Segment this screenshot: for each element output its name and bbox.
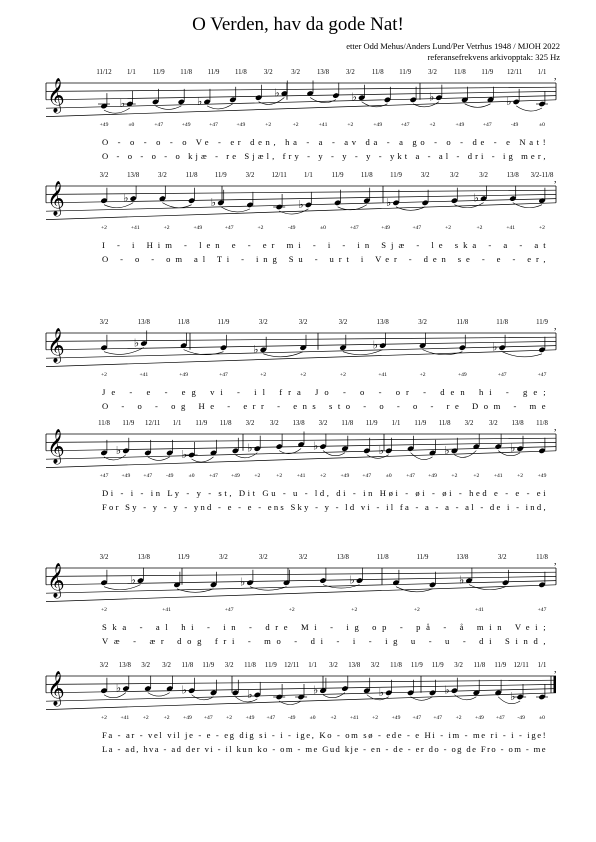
interval-ratio: 13/8: [348, 662, 361, 669]
interval-ratio: 11/8: [473, 662, 486, 669]
interval-ratio: 3/2: [99, 172, 109, 179]
flat-icon: ♭: [378, 685, 384, 699]
interval-ratio: 11/8: [181, 662, 194, 669]
cent-deviation: -49: [165, 472, 174, 479]
cent-deviation: +2: [163, 714, 170, 721]
lyrics-verse-2: O - o - og He - err - ens sto - o - o - re Dom - me: [102, 400, 546, 411]
lyrics-verse-1: O - o - o - o Ve - er den, ha - a - av da - a go - o - de - e Nat!: [102, 136, 547, 147]
cent-deviation: +47: [224, 224, 234, 231]
cent-deviation: +2: [276, 472, 283, 479]
interval-ratio: 11/9: [536, 319, 548, 326]
interval-ratio: 3/2: [428, 69, 437, 76]
cent-deviation: +49: [340, 472, 350, 479]
cent-deviation: +49: [373, 121, 383, 128]
interval-ratio: 3/2: [338, 319, 348, 326]
interval-ratio: 3/2: [298, 554, 308, 561]
cent-deviation: ±0: [385, 472, 392, 479]
cent-deviation: +2: [101, 606, 107, 613]
cent-deviation: +49: [537, 472, 547, 479]
cent-deviation: +2: [351, 606, 358, 613]
interval-ratio: 11/9: [410, 662, 423, 669]
lyrics-verse-1: Fa - ar - vel vil je - e - eg dig si - i - ige, Ko - om sø - ede - e Hi - im - me ri - i - ige!: [102, 729, 546, 740]
interval-ratio: 13/8: [316, 69, 330, 76]
cent-deviation: +47: [99, 472, 109, 479]
interval-ratio: 3/2: [479, 172, 488, 179]
cent-deviation: +47: [224, 606, 234, 613]
breath-mark-icon: ,: [554, 664, 557, 675]
flat-icon: ♭: [123, 191, 129, 205]
cent-deviation: +49: [391, 714, 401, 721]
slur: [104, 203, 133, 208]
interval-ratio: 3/2: [141, 662, 151, 669]
cent-deviation: +49: [245, 714, 255, 721]
interval-ratio: 3/2: [158, 172, 167, 179]
interval-ratio: 13/8: [376, 319, 389, 326]
interval-ratio: 11/8: [438, 420, 451, 427]
interval-ratio: 11/9: [195, 420, 208, 427]
slur: [502, 352, 542, 357]
interval-ratio: 11/9: [214, 172, 227, 179]
cent-deviation: +41: [130, 224, 140, 231]
interval-ratio: 1/1: [308, 662, 317, 669]
lyrics-verse-1: Di - i - in Ly - y - st, Dit Gu - u - ld, di - in Høi - øi - øi - hed e - e - ei: [102, 487, 546, 498]
interval-ratio: 13/8: [511, 420, 524, 427]
cent-deviation: +2: [455, 714, 462, 721]
slur: [104, 108, 130, 113]
interval-ratio: 3/2: [464, 420, 474, 427]
interval-ratio: 11/9: [494, 662, 507, 669]
cent-deviation: +2: [539, 224, 545, 231]
breath-mark-icon: ,: [554, 71, 557, 82]
cent-deviation: +41: [506, 224, 516, 231]
interval-ratio: 11/8: [219, 420, 232, 427]
interval-ratio: 11/8: [390, 662, 402, 669]
interval-ratio: 3/2: [420, 172, 430, 179]
interval-ratio: 3/2: [245, 420, 255, 427]
cent-deviation: +47: [143, 472, 153, 479]
cent-deviation: +47: [495, 714, 505, 721]
interval-ratio: 3/2: [318, 420, 328, 427]
cent-deviation: +49: [193, 224, 203, 231]
interval-ratio: 3/2: [454, 662, 463, 669]
interval-ratio: 1/1: [537, 69, 547, 76]
flat-icon: ♭: [181, 683, 187, 697]
interval-ratio: 13/8: [137, 554, 150, 561]
cent-deviation: +47: [433, 714, 443, 721]
flat-icon: ♭: [115, 443, 122, 457]
interval-ratio: 11/8: [98, 420, 110, 427]
interval-ratio: 3/2: [298, 319, 308, 326]
interval-ratio: 13/8: [456, 554, 469, 561]
cent-deviation: +47: [349, 224, 359, 231]
interval-ratio: 11/8: [371, 69, 384, 76]
flat-icon: ♭: [247, 687, 253, 701]
interval-ratio: 3/2: [370, 662, 380, 669]
interval-ratio: 11/9: [365, 420, 378, 427]
interval-ratio: 3/2: [224, 662, 234, 669]
cent-deviation: +41: [139, 371, 149, 378]
staff-line: [46, 451, 556, 468]
flat-icon: ♭: [378, 443, 384, 457]
treble-clef-icon: 𝄞: [47, 327, 65, 363]
treble-clef-icon: 𝄞: [47, 180, 65, 216]
flat-icon: ♭: [130, 573, 136, 587]
flat-icon: ♭: [473, 191, 479, 205]
interval-ratio: 3/2: [245, 172, 255, 179]
cent-deviation: +2: [101, 371, 107, 378]
cent-deviation: +2: [288, 606, 295, 613]
cent-deviation: +41: [120, 714, 130, 721]
page-title: O Verden, hav da gode Nat!: [192, 14, 404, 35]
interval-ratio: 11/8: [180, 69, 193, 76]
lyrics-verse-1: Ska - al hi - in - dre Mi - ig op - på - å min Vei;: [102, 621, 546, 632]
interval-ratio: 12/11: [145, 420, 161, 427]
interval-ratio: 11/8: [177, 319, 190, 326]
flat-icon: ♭: [386, 195, 392, 209]
cent-deviation: +2: [101, 224, 107, 231]
flat-icon: ♭: [115, 681, 122, 695]
lyrics-verse-1: I - i Him - len e - er mi - i - in Sjæ - le ska - a - at: [102, 239, 546, 250]
cent-deviation: +2: [451, 472, 458, 479]
staff-line: [46, 585, 556, 602]
cent-deviation: +41: [349, 714, 359, 721]
cent-deviation: +47: [482, 121, 492, 128]
lyrics-verse-2: Væ - ær dog fri - mo - di - i - ig u - u - di Sind,: [102, 635, 546, 646]
flat-icon: ♭: [274, 86, 280, 100]
interval-ratio: 3/2: [162, 662, 171, 669]
slur: [148, 457, 170, 461]
staff-line: [46, 87, 556, 91]
flat-icon: ♭: [349, 573, 355, 587]
cent-deviation: +49: [455, 121, 465, 128]
cent-deviation: +2: [300, 371, 307, 378]
flat-icon: ♭: [197, 94, 203, 108]
interval-ratio: 3/2: [99, 554, 109, 561]
cent-deviation: +49: [381, 224, 390, 231]
cent-deviation: +49: [99, 121, 109, 128]
final-bar-thick: [554, 676, 557, 693]
flat-icon: ♭: [510, 441, 516, 455]
interval-ratio: 12/11: [284, 662, 300, 669]
cent-deviation: +49: [236, 121, 246, 128]
cent-deviation: +47: [266, 714, 276, 721]
flat-icon: ♭: [506, 94, 512, 108]
interval-ratio: 11/8: [536, 554, 548, 561]
interval-ratio: 11/9: [177, 554, 190, 561]
slur: [207, 104, 233, 109]
cent-deviation: +2: [292, 121, 299, 128]
cent-deviation: +2: [429, 121, 436, 128]
cent-deviation: ±0: [539, 714, 545, 721]
interval-ratio: 11/9: [390, 172, 402, 179]
cent-deviation: +49: [457, 371, 467, 378]
cent-deviation: +49: [179, 371, 189, 378]
interval-ratio: 11/9: [217, 319, 230, 326]
cent-deviation: -49: [510, 121, 519, 128]
cent-deviation: +2: [347, 121, 354, 128]
interval-ratio: 13/8: [118, 662, 131, 669]
cent-deviation: +47: [203, 714, 213, 721]
interval-ratio: 11/8: [536, 420, 548, 427]
cent-deviation: +47: [362, 472, 372, 479]
interval-ratio: 3/2-11/8: [530, 172, 554, 179]
slur: [454, 203, 483, 208]
interval-ratio: 11/8: [341, 420, 354, 427]
breath-mark-icon: ,: [554, 422, 557, 433]
lyrics-verse-2: O - o - o - o kjæ - re Sjæl, fry - y - y - y - ykt a - al - dri - ig mer,: [102, 150, 546, 161]
slur: [323, 451, 345, 456]
cent-deviation: +2: [163, 224, 170, 231]
cent-deviation: +49: [183, 714, 192, 721]
interval-ratio: 11/9: [416, 554, 429, 561]
interval-ratio: 13/8: [336, 554, 349, 561]
interval-ratio: 3/2: [263, 69, 273, 76]
cent-deviation: +47: [209, 472, 218, 479]
cent-deviation: +47: [412, 714, 422, 721]
interval-ratio: 3/2: [329, 662, 338, 669]
cent-deviation: +49: [231, 472, 240, 479]
interval-ratio: 11/9: [399, 69, 412, 76]
interval-ratio: 1/1: [127, 69, 136, 76]
staff-line: [46, 576, 556, 584]
credit-composers: etter Odd Mehus/Anders Lund/Per Vetrhus 1948 / MJOH 2022: [346, 41, 560, 51]
flat-icon: ♭: [240, 575, 246, 589]
interval-ratio: 13/8: [127, 172, 140, 179]
interval-ratio: 3/2: [258, 319, 268, 326]
interval-ratio: 11/8: [453, 69, 466, 76]
cent-deviation: ±0: [309, 714, 316, 721]
cent-deviation: +49: [475, 714, 484, 721]
cent-deviation: ±0: [320, 224, 326, 231]
interval-ratio: 11/9: [264, 662, 277, 669]
interval-ratio: 11/9: [414, 420, 427, 427]
interval-ratio: 13/8: [292, 420, 305, 427]
lyrics-verse-2: For Sy - y - y - ynd - e - e - ens Sky - y - ld vi - il fa - a - a - al - de i - ind,: [102, 501, 546, 512]
cent-deviation: +2: [101, 714, 107, 721]
interval-ratio: 1/1: [391, 420, 401, 427]
cent-deviation: +2: [257, 224, 264, 231]
interval-ratio: 1/1: [304, 172, 313, 179]
cent-deviation: +2: [142, 714, 149, 721]
cent-deviation: +47: [209, 121, 218, 128]
interval-ratio: 3/2: [346, 69, 355, 76]
cent-deviation: +2: [330, 714, 337, 721]
staff-line: [46, 581, 556, 594]
cent-deviation: +2: [372, 714, 379, 721]
cent-deviation: +41: [378, 371, 388, 378]
cent-deviation: +47: [537, 371, 547, 378]
cent-deviation: ±0: [539, 121, 545, 128]
cent-deviation: +49: [428, 472, 437, 479]
breath-mark-icon: ,: [554, 321, 557, 332]
interval-ratio: 3/2: [497, 554, 507, 561]
flat-icon: ♭: [459, 573, 465, 587]
interval-ratio: 3/2: [99, 662, 109, 669]
cent-deviation: -49: [287, 224, 296, 231]
flat-icon: ♭: [298, 197, 304, 211]
flat-icon: ♭: [253, 342, 259, 356]
flat-icon: ♭: [133, 336, 140, 350]
cent-deviation: +2: [419, 371, 426, 378]
cent-deviation: +47: [406, 472, 415, 479]
interval-ratio: 3/2: [99, 319, 109, 326]
breath-mark-icon: ,: [554, 174, 557, 185]
slur: [516, 106, 542, 111]
cent-deviation: -49: [517, 714, 525, 721]
interval-ratio: 3/2: [418, 319, 427, 326]
cent-deviation: +41: [475, 606, 484, 613]
treble-clef-icon: 𝄞: [47, 670, 65, 706]
treble-clef-icon: 𝄞: [47, 428, 65, 464]
lyrics-verse-2: O - o - om al Ti - ing Su - urt i Ver - den se - e - er,: [102, 253, 546, 264]
flat-icon: ♭: [119, 97, 125, 110]
breath-mark-icon: ,: [554, 556, 557, 567]
interval-ratio: 11/8: [376, 554, 389, 561]
interval-ratio: 11/9: [122, 420, 135, 427]
flat-icon: ♭: [492, 340, 498, 354]
cent-deviation: +2: [445, 224, 452, 231]
cent-deviation: +41: [493, 472, 503, 479]
flat-icon: ♭: [444, 443, 450, 457]
slur: [465, 104, 491, 108]
interval-ratio: 3/2: [450, 172, 459, 179]
flat-icon: ♭: [210, 195, 217, 209]
interval-ratio: 3/2: [258, 554, 268, 561]
cent-deviation: +47: [537, 606, 547, 613]
interval-ratio: 11/8: [456, 319, 469, 326]
cent-deviation: +47: [219, 371, 228, 378]
slur: [221, 207, 250, 212]
interval-ratio: 11/9: [481, 69, 494, 76]
lyrics-verse-1: Je - e - eg vi - il fra Jo - o - or - den hi - ge;: [102, 386, 546, 397]
flat-icon: ♭: [247, 441, 253, 455]
flat-icon: ♭: [313, 439, 319, 453]
interval-ratio: 13/8: [137, 319, 150, 326]
interval-ratio: 3/2: [219, 554, 228, 561]
interval-ratio: 11/8: [244, 662, 256, 669]
cent-deviation: +41: [318, 121, 328, 128]
interval-ratio: 13/8: [506, 172, 519, 179]
interval-ratio: 11/8: [360, 172, 373, 179]
flat-icon: ♭: [313, 683, 319, 697]
flat-icon: ♭: [351, 90, 357, 104]
staff-line: [46, 572, 556, 576]
interval-ratio: 11/9: [207, 69, 220, 76]
cent-deviation: +47: [154, 121, 164, 128]
cent-deviation: +2: [254, 472, 261, 479]
cent-deviation: ±0: [188, 472, 195, 479]
treble-clef-icon: 𝄞: [47, 77, 65, 113]
cent-deviation: +2: [476, 224, 483, 231]
cent-deviation: +2: [339, 371, 346, 378]
interval-ratio: 11/9: [331, 172, 344, 179]
treble-clef-icon: 𝄞: [47, 562, 65, 598]
flat-icon: ♭: [181, 448, 187, 461]
interval-ratio: 11/8: [185, 172, 198, 179]
interval-ratio: 11/8: [496, 319, 509, 326]
interval-ratio: 3/2: [269, 420, 279, 427]
credit-reference-frequency: referansefrekvens arkivopptak: 325 Hz: [427, 52, 560, 62]
slur: [259, 98, 285, 105]
slur: [156, 106, 182, 110]
slur: [411, 453, 433, 460]
flat-icon: ♭: [444, 683, 450, 697]
interval-ratio: 3/2: [488, 420, 498, 427]
staff-line: [46, 337, 556, 341]
cent-deviation: +2: [260, 371, 267, 378]
cent-deviation: +2: [413, 606, 420, 613]
cent-deviation: ±0: [128, 121, 135, 128]
slur: [148, 693, 170, 697]
cent-deviation: +49: [121, 472, 131, 479]
interval-ratio: 12/11: [513, 662, 529, 669]
slur: [162, 203, 191, 208]
cent-deviation: +49: [181, 121, 191, 128]
slur: [323, 693, 345, 698]
cent-deviation: +47: [412, 224, 422, 231]
interval-ratio: 12/11: [507, 69, 523, 76]
lyrics-verse-2: La - ad, hva - ad der vi - il kun ko - om - me Gud kje - en - de - er do - og de Fro - om - me: [102, 743, 546, 754]
interval-ratio: 11/9: [431, 662, 444, 669]
interval-ratio: 11/8: [234, 69, 247, 76]
cent-deviation: +47: [497, 371, 507, 378]
cent-deviation: +2: [226, 714, 233, 721]
cent-deviation: -49: [287, 714, 296, 721]
interval-ratio: 3/2: [291, 69, 300, 76]
slur: [192, 457, 214, 462]
interval-ratio: 1/1: [537, 662, 547, 669]
cent-deviation: +2: [320, 472, 326, 479]
cent-deviation: +2: [473, 472, 480, 479]
interval-ratio: 1/1: [172, 420, 182, 427]
flat-icon: ♭: [428, 90, 435, 104]
cent-deviation: +41: [162, 606, 171, 613]
flat-icon: ♭: [372, 338, 378, 352]
interval-ratio: 11/12: [96, 69, 112, 76]
flat-icon: ♭: [510, 690, 516, 703]
cent-deviation: +2: [517, 472, 524, 479]
cent-deviation: +47: [400, 121, 410, 128]
interval-ratio: 11/9: [152, 69, 165, 76]
interval-ratio: 11/9: [202, 662, 215, 669]
cent-deviation: +41: [296, 472, 306, 479]
cent-deviation: +2: [265, 121, 272, 128]
interval-ratio: 12/11: [271, 172, 287, 179]
